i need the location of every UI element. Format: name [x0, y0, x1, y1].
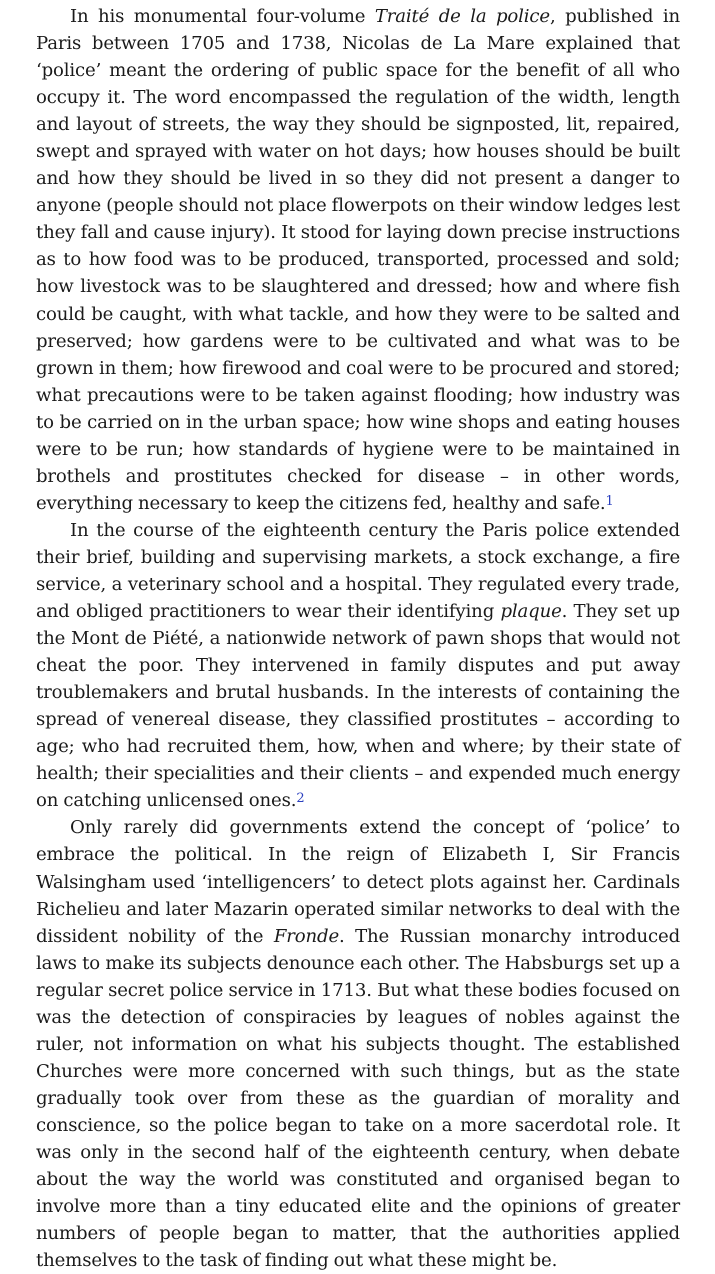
- paragraph-3: [36, 814, 680, 1274]
- text-run: . The Russian monarchy introduced laws to make its subjects denounce each other. The Habsburgs set up a regular secret police service in 1713. But what these bodies focused on was the detection of conspiracies by leagues of nobles against the ruler, not information on what his subjects thought. The established Churches were more concerned with such things, but as the state gradually took over from these as the guardian of morality and conscience, so the police began to take on a more sacerdotal role. It was only in the second half of the eighteenth century, when debate about the way the world was constituted and organised began to involve more than a tiny educated elite and the opinions of greater numbers of people began to matter, that the authorities applied themselves to the task of finding out what these might be.: [36, 925, 680, 1272]
- text-run: Only rarely did governments extend the concept of ‘police’ to embrace the political. In the reign of Elizabeth I, Sir Francis Walsingham used ‘intelligencers’ to detect plots against her. Cardinals Richelieu and later Mazarin operated similar networks to deal with the dissident nobility of the: [36, 817, 680, 947]
- footnote-link-1[interactable]: 1: [605, 493, 614, 509]
- paragraph-1: [36, 3, 680, 517]
- paragraph-2: [36, 517, 680, 815]
- text-run: In his monumental four-volume: [70, 6, 375, 27]
- italic-title: Traité de la police: [374, 6, 550, 27]
- text-run: , published in Paris between 1705 and 1738, Nicolas de La Mare explained that ‘police’ meant the ordering of public space for the benefit of all who occupy it. The word encompassed the regulation of the width, length and layout of streets, the way they should be signposted, lit, repaired, swept and sprayed with water on hot days; how houses should be built and how they should be lived in so they did not present a danger to anyone (people should not place flowerpots on their window ledges lest they fall and cause injury). It stood for laying down precise instructions as to how food was to be produced, transported, processed and sold; how livestock was to be slaughtered and dressed; how and where fish could be caught, with what tackle, and how they were to be salted and preserved; how gardens were to be cultivated and what was to be grown in them; how firewood and coal were to be procured and stored; what precautions were to be taken against flooding; how industry was to be carried on in the urban space; how wine shops and eating houses were to be run; how standards of hygiene were to be maintained in brothels and prostitutes checked for disease – in other words, everything necessary to keep the citizens fed, healthy and safe.: [36, 6, 680, 514]
- footnote-link-2[interactable]: 2: [296, 791, 305, 807]
- text-run: . They set up the Mont de Piété, a nationwide network of pawn shops that would not cheat the poor. They intervened in family disputes and put away troublemakers and brutal husbands. In the interests of containing the spread of venereal disease, they classified prostitutes – according to age; who had recruited them, how, when and where; by their state of health; their specialities and their clients – and expended much energy on catching unlicensed ones.: [36, 601, 680, 812]
- italic-term: plaque: [500, 601, 562, 623]
- italic-term: Fronde: [273, 925, 340, 947]
- text-run: In the course of the eighteenth century the Paris police extended their brief, building and supervising markets, a stock exchange, a fire service, a veterinary school and a hospital. They regulated every trade, and obliged practitioners to wear their identifying: [36, 519, 680, 623]
